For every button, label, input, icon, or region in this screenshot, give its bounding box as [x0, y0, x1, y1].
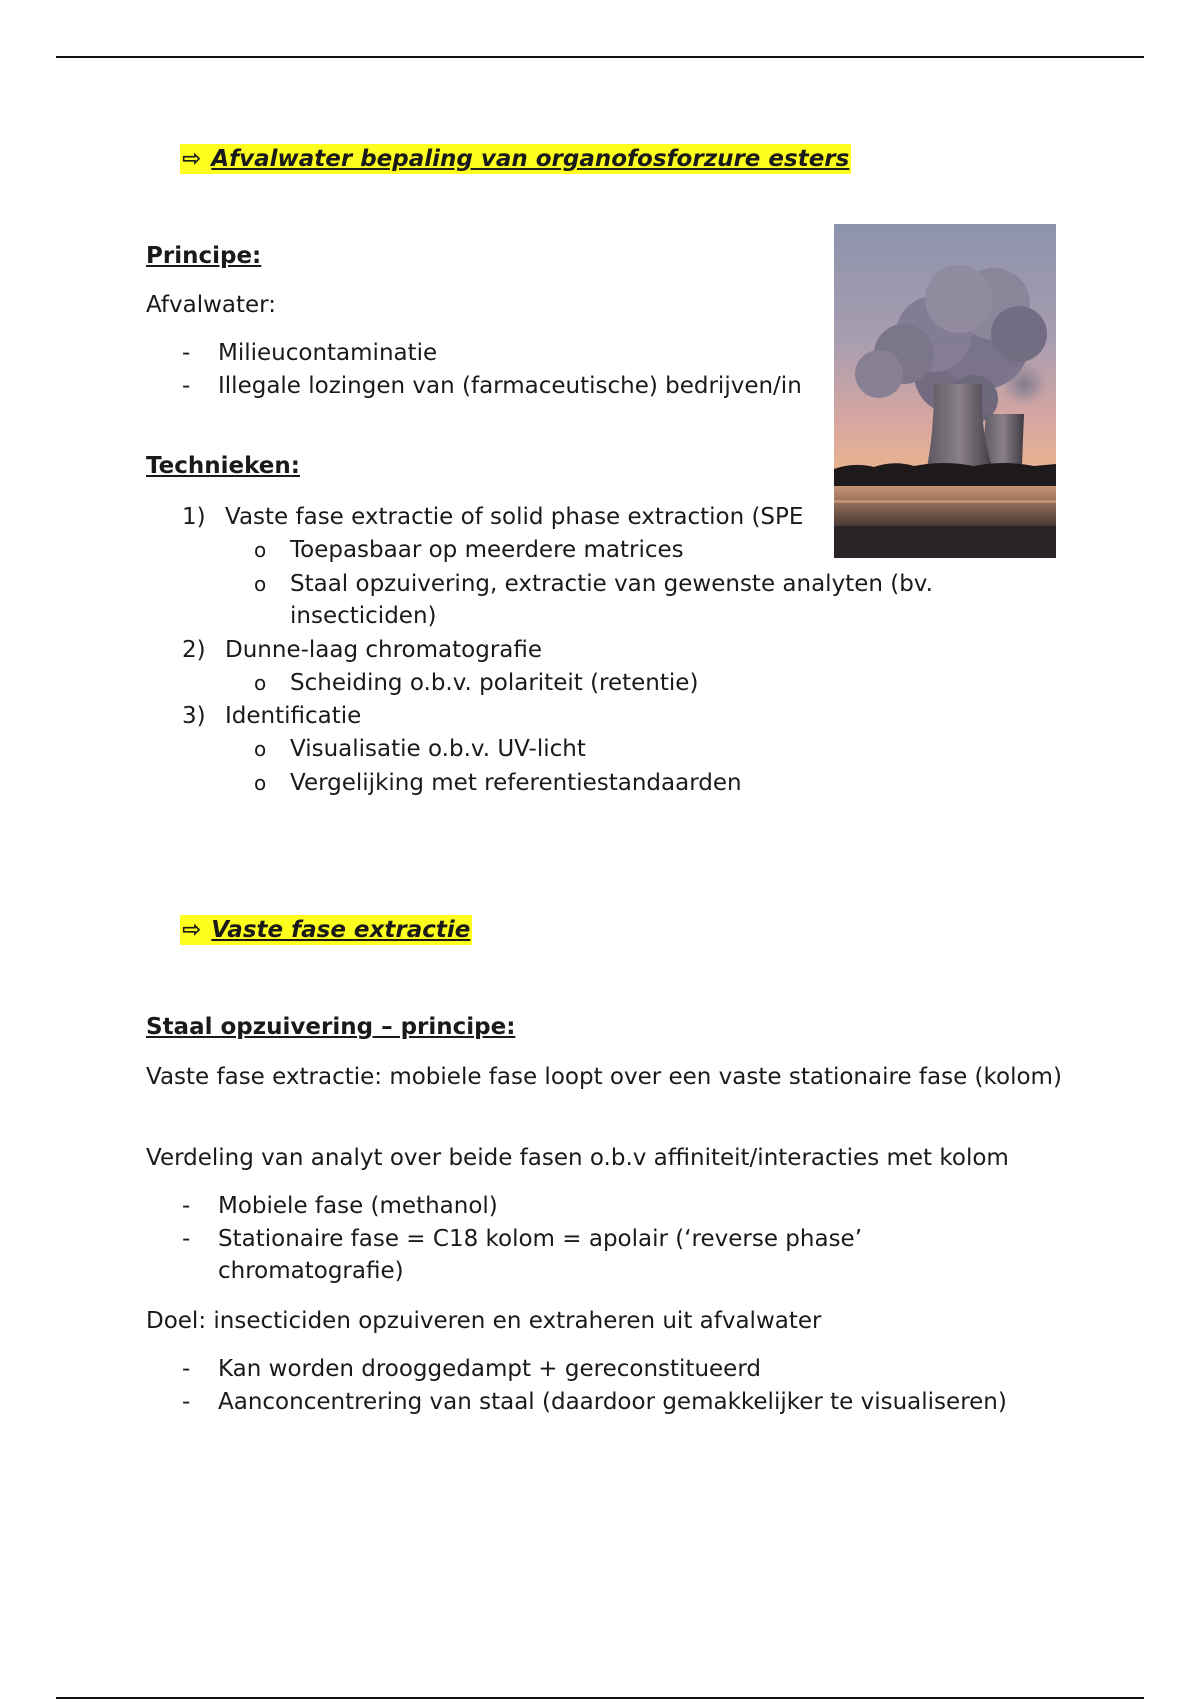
list-item-text: Vaste fase extractie of solid phase extraction (SPE [225, 504, 804, 530]
sub-item-text: Staal opzuivering, extractie van gewenste analyten (bv. insecticiden) [290, 571, 933, 629]
list-item-text: Kan worden drooggedampt + gereconstitueerd [218, 1356, 761, 1382]
number-marker: 3) [182, 703, 206, 729]
sub-list-item [254, 568, 1014, 629]
circle-bullet: o [254, 737, 267, 761]
list-item-text: Aanconcentrering van staal (daardoor gemakkelijker te visualiseren) [218, 1389, 1007, 1415]
dash-marker: - [182, 373, 191, 399]
heading-text: Afvalwater bepaling van organofosforzure esters [211, 146, 850, 172]
list-item [182, 1190, 1082, 1222]
list-item [182, 1353, 1082, 1385]
list-item [182, 634, 542, 666]
sub-list-item [254, 667, 1014, 699]
circle-bullet: o [254, 771, 267, 795]
circle-bullet: o [254, 671, 267, 695]
list-item [182, 1223, 1082, 1284]
list-item [182, 700, 361, 732]
section-heading-vaste-fase [180, 915, 472, 945]
sub-item-text: Toepasbaar op meerdere matrices [290, 537, 684, 563]
list-item-text: Milieucontaminatie [218, 340, 438, 366]
paragraph: Doel: insecticiden opzuiveren en extraheren uit afvalwater [146, 1308, 822, 1334]
sub-item-text: Visualisatie o.b.v. UV-licht [290, 736, 586, 762]
circle-bullet: o [254, 572, 267, 596]
dash-marker: - [182, 1193, 191, 1219]
list-item [182, 370, 832, 402]
arrow-right-icon: ⇨ [182, 146, 202, 172]
bottom-rule [56, 1697, 1144, 1699]
technieken-title: Technieken: [146, 453, 300, 479]
list-item-text: Illegale lozingen van (farmaceutische) bedrijven/in [218, 373, 802, 399]
list-item-text: Dunne-laag chromatografie [225, 637, 543, 663]
list-item-text: Stationaire fase = C18 kolom = apolair (‘reverse phase’ chromatografie) [218, 1226, 863, 1284]
number-marker: 2) [182, 637, 206, 663]
sub-list-item [254, 767, 1014, 799]
afvalwater-label: Afvalwater: [146, 292, 276, 318]
paragraph: Verdeling van analyt over beide fasen o.b.v affiniteit/interacties met kolom [146, 1145, 1009, 1171]
list-item [182, 501, 803, 533]
dash-marker: - [182, 340, 191, 366]
sub-list-item [254, 733, 1014, 765]
circle-bullet: o [254, 538, 267, 562]
list-item [182, 1386, 1082, 1418]
arrow-right-icon: ⇨ [182, 917, 202, 943]
list-item-text: Mobiele fase (methanol) [218, 1193, 498, 1219]
dash-marker: - [182, 1389, 191, 1415]
sub-item-text: Vergelijking met referentiestandaarden [290, 770, 742, 796]
list-item-text: Identificatie [225, 703, 362, 729]
cooling-towers-photo [834, 224, 1056, 558]
dash-marker: - [182, 1226, 191, 1252]
top-rule [56, 56, 1144, 58]
sub-item-text: Scheiding o.b.v. polariteit (retentie) [290, 670, 699, 696]
section-heading-afvalwater [180, 144, 851, 174]
paragraph: Vaste fase extractie: mobiele fase loopt over een vaste stationaire fase (kolom) [146, 1064, 1062, 1090]
heading-text: Vaste fase extractie [211, 917, 471, 943]
number-marker: 1) [182, 504, 206, 530]
staal-opzuivering-title: Staal opzuivering – principe: [146, 1014, 516, 1040]
principe-title: Principe: [146, 243, 262, 269]
dash-marker: - [182, 1356, 191, 1382]
